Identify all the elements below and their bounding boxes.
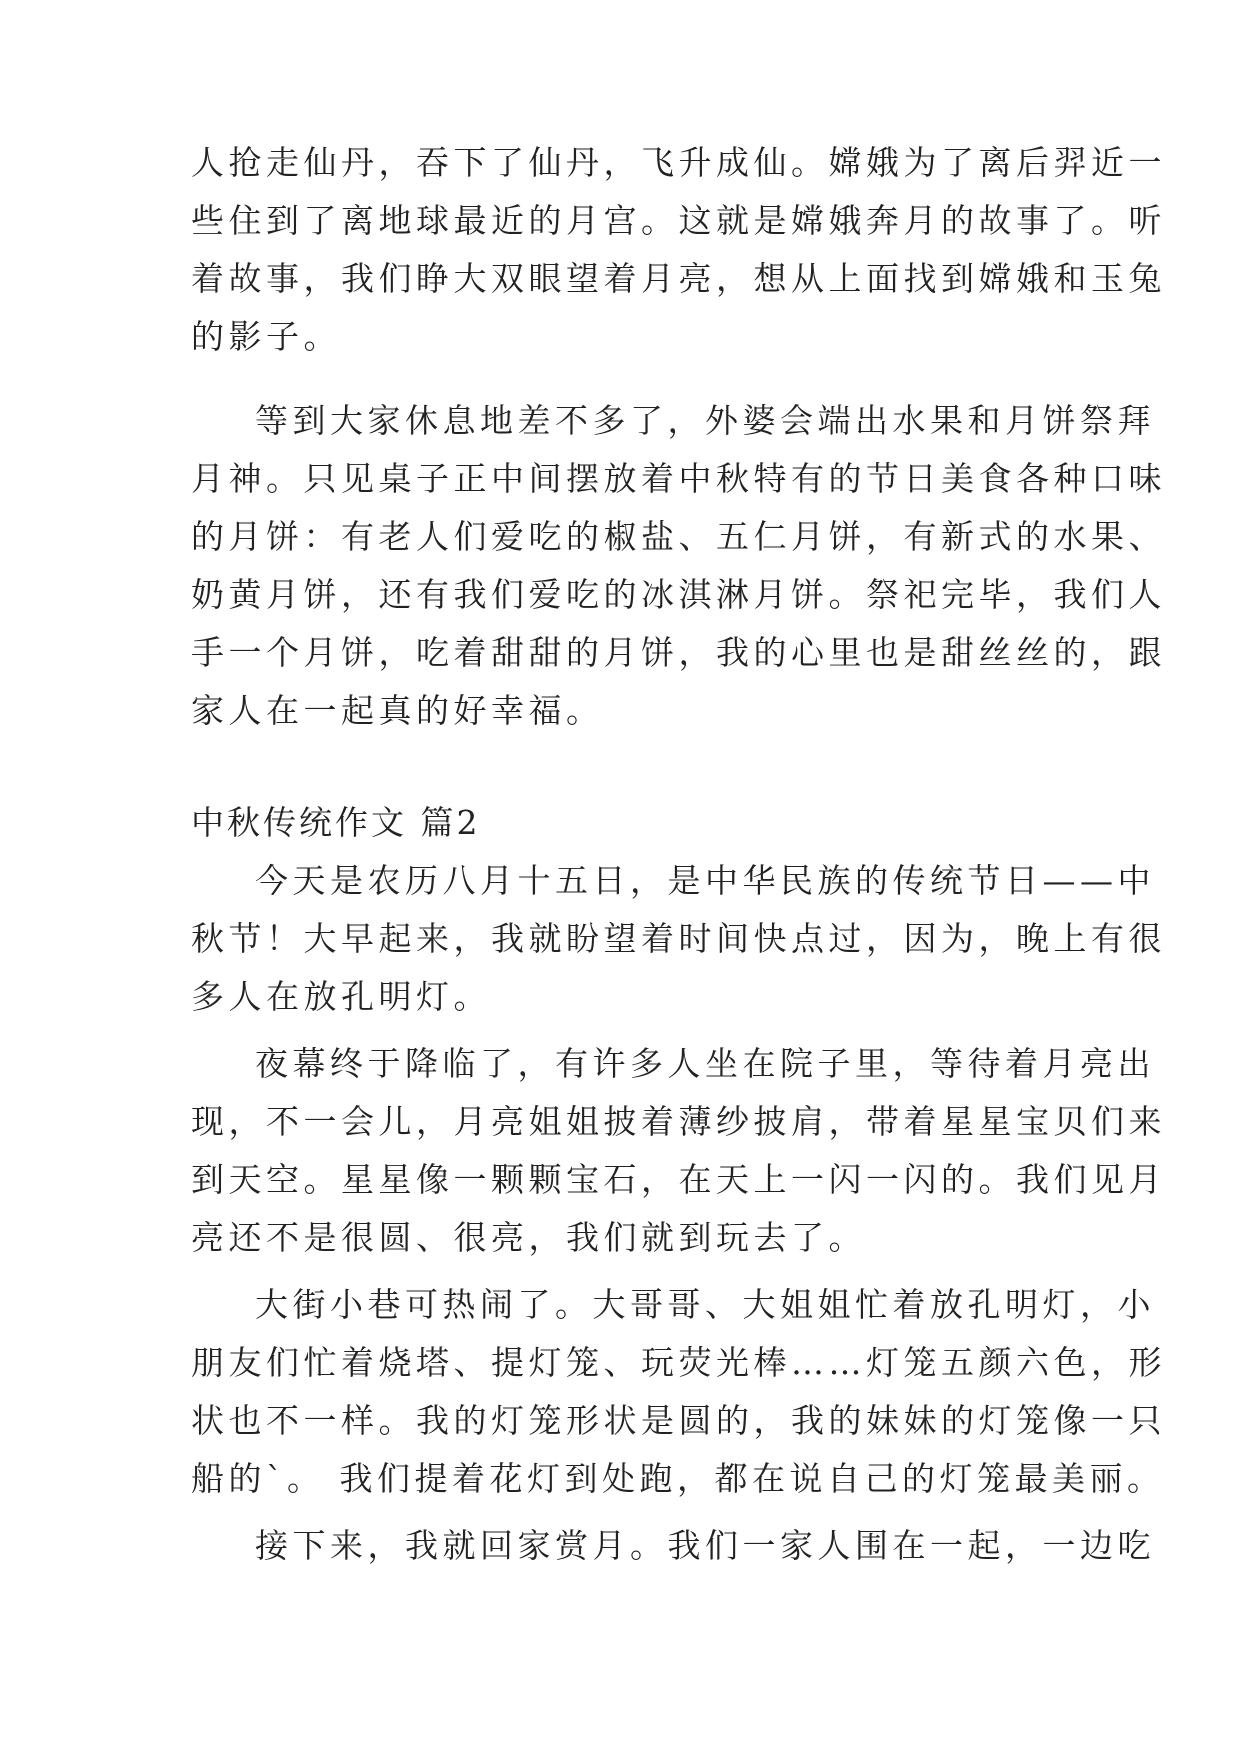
text-line: 的影子。	[191, 317, 341, 356]
text-line: 大街小巷可热闹了。大哥哥、大姐姐忙着放孔明灯，小	[255, 1285, 1155, 1324]
section-heading: 中秋传统作文 篇2	[191, 803, 481, 842]
text-line: 朋友们忙着烧塔、提灯笼、玩荧光棒……灯笼五颜六色，形	[191, 1343, 1166, 1382]
text-line: 多人在放孔明灯。	[191, 977, 491, 1016]
text-line: 状也不一样。我的灯笼形状是圆的，我的妹妹的灯笼像一只	[191, 1401, 1166, 1440]
text-line: 到天空。星星像一颗颗宝石，在天上一闪一闪的。我们见月	[191, 1160, 1166, 1199]
text-line: 船的`。 我们提着花灯到处跑，都在说自己的灯笼最美丽。	[191, 1459, 1165, 1498]
text-line: 的月饼：有老人们爱吃的椒盐、五仁月饼，有新式的水果、	[191, 517, 1166, 556]
text-line: 手一个月饼，吃着甜甜的月饼，我的心里也是甜丝丝的，跟	[191, 633, 1166, 672]
text-line: 亮还不是很圆、很亮，我们就到玩去了。	[191, 1218, 866, 1257]
text-line: 等到大家休息地差不多了，外婆会端出水果和月饼祭拜	[255, 401, 1155, 440]
text-line: 秋节！大早起来，我就盼望着时间快点过，因为，晚上有很	[191, 919, 1166, 958]
text-line: 奶黄月饼，还有我们爱吃的冰淇淋月饼。祭祀完毕，我们人	[191, 575, 1166, 614]
text-line: 今天是农历八月十五日，是中华民族的传统节日——中	[255, 861, 1155, 900]
text-line: 夜幕终于降临了，有许多人坐在院子里，等待着月亮出	[255, 1044, 1155, 1083]
text-line: 月神。只见桌子正中间摆放着中秋特有的节日美食各种口味	[191, 459, 1166, 498]
text-line: 现，不一会儿，月亮姐姐披着薄纱披肩，带着星星宝贝们来	[191, 1102, 1166, 1141]
text-line: 接下来，我就回家赏月。我们一家人围在一起，一边吃	[255, 1526, 1155, 1565]
text-line: 着故事，我们睁大双眼望着月亮，想从上面找到嫦娥和玉兔	[191, 259, 1166, 298]
text-line: 家人在一起真的好幸福。	[191, 691, 604, 730]
text-line: 些住到了离地球最近的月宫。这就是嫦娥奔月的故事了。听	[191, 201, 1166, 240]
text-line: 人抢走仙丹，吞下了仙丹，飞升成仙。嫦娥为了离后羿近一	[191, 143, 1166, 182]
